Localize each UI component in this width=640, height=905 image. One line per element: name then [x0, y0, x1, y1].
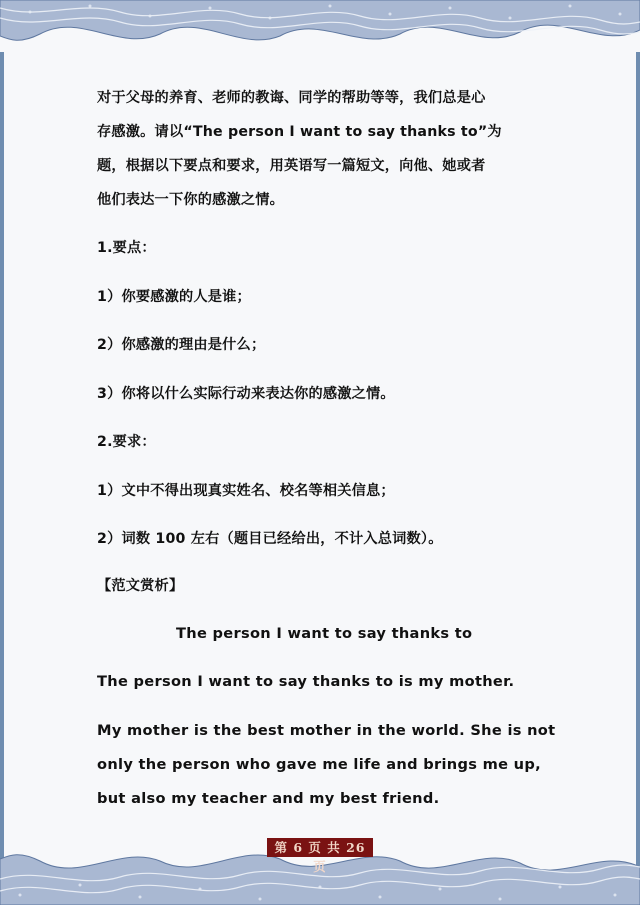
sample-paragraph-2-line-1: My mother is the best mother in the world. She is not: [97, 722, 556, 739]
point-item-1: 1）你要感激的人是谁；: [97, 289, 251, 305]
sample-label: 【范文赏析】: [97, 578, 184, 594]
requirement-item-2: 2）词数 100 左右（题目已经给出，不计入总词数）。: [97, 531, 443, 547]
sample-paragraph-2-line-2: only the person who gave me life and brings me up,: [97, 756, 541, 773]
point-item-3: 3）你将以什么实际行动来表达你的感激之情。: [97, 386, 395, 402]
requirement-item-1: 1）文中不得出现真实姓名、校名等相关信息；: [97, 483, 395, 499]
top-wave-decoration: [0, 0, 640, 52]
intro-line-4: 他们表达一下你的感激之情。: [97, 192, 285, 208]
intro-line-1: 对于父母的养育、老师的教诲、同学的帮助等等，我们总是心: [97, 90, 486, 106]
point-item-2: 2）你感激的理由是什么；: [97, 337, 266, 353]
intro-line-2: 存感激。请以“The person I want to say thanks to”为: [97, 124, 502, 140]
sample-paragraph-1: The person I want to say thanks to is my mother.: [97, 673, 515, 690]
sample-title: The person I want to say thanks to: [176, 625, 473, 642]
sample-paragraph-2-line-3: but also my teacher and my best friend.: [97, 790, 440, 807]
requirements-heading: 2.要求：: [97, 434, 156, 450]
intro-line-3: 题，根据以下要点和要求，用英语写一篇短文，向他、她或者: [97, 158, 486, 174]
page-number-badge: 第 6 页 共 26 页: [267, 838, 373, 857]
points-heading: 1.要点：: [97, 240, 156, 256]
